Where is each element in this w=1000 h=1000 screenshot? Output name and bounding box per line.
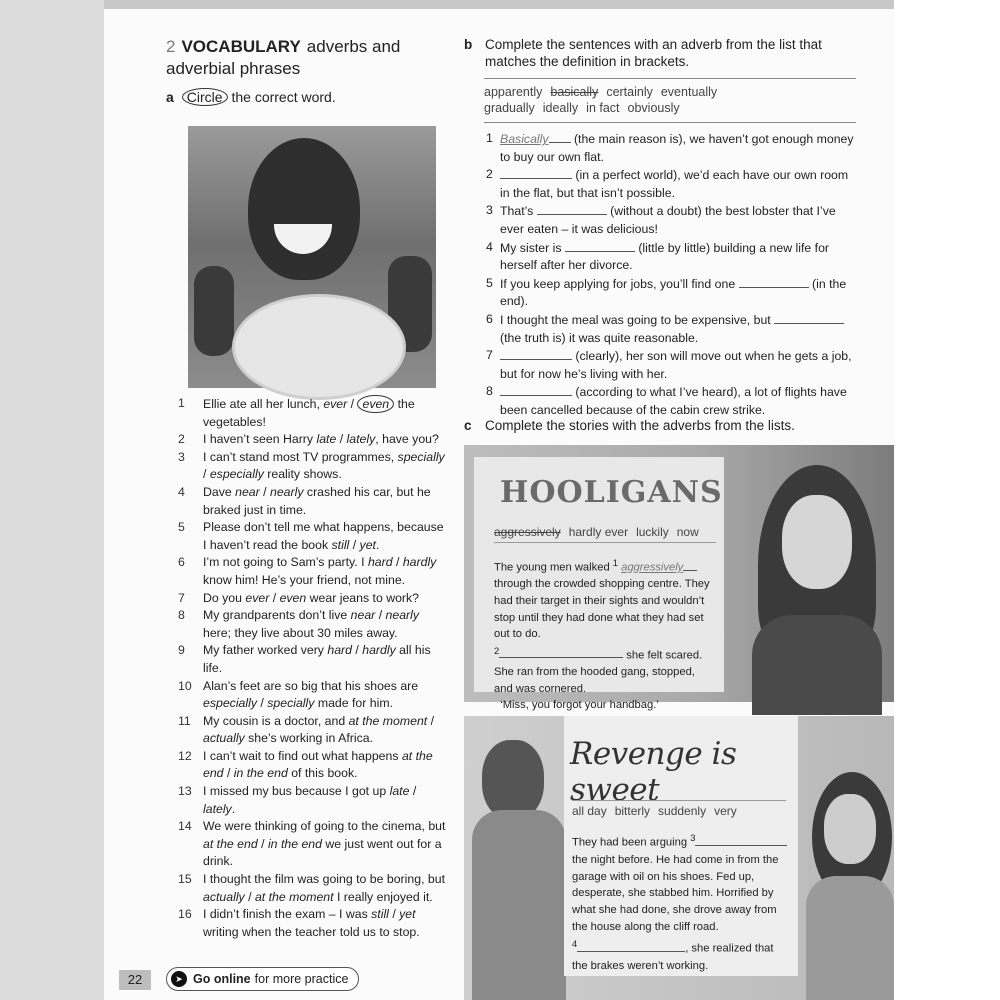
part-a-item-number: 4 [178, 484, 185, 499]
story-card-revenge [564, 716, 798, 976]
cursor-arrow-icon: ➤ [171, 971, 187, 987]
section-title: VOCABULARY [181, 37, 301, 56]
story1-text: The young men walked $^1$ aggressively through the crowded shopping centre. They had their target in their sights and wouldn’t stop until they had done what they had set out to do. $^2$ she felt scared. She ran from the hooded gang, stopped, and was cornered. ‘Miss, you forgot your handbag.’ [494, 558, 710, 712]
part-b-item-number: 3 [486, 203, 493, 218]
part-a-item-text: Ellie ate all her lunch, ever / even the vegetables! [203, 397, 415, 429]
part-a-item [178, 642, 448, 677]
part-a-item-number: 5 [178, 520, 185, 535]
part-b-item [486, 311, 856, 347]
story-revenge [464, 716, 894, 1000]
photo-body [752, 615, 882, 715]
part-c-instruction-text: Complete the stories with the adverbs from the lists. [485, 418, 795, 433]
part-b-item-text: (in a perfect world), we’d each have our own room in the flat, but that isn’t possible. [500, 168, 849, 200]
part-a-item-text: Do you ever / even wear jeans to work? [203, 590, 420, 605]
story-title-hooligans: HOOLIGANS [500, 475, 723, 510]
part-a-item [178, 484, 448, 519]
part-a-item-text: My father worked very hard / hardly all his life. [203, 643, 431, 675]
part-a-item-text: My cousin is a doctor, and at the moment / actually she’s working in Africa. [203, 713, 435, 746]
part-a-item [178, 818, 448, 871]
part-b-instruction [464, 36, 864, 70]
part-a-item [178, 590, 448, 608]
part-a-item-number: 6 [178, 555, 185, 570]
photo-arguing-woman [806, 772, 894, 1000]
part-b-item-number: 4 [486, 239, 493, 254]
story-title-revenge: Revenge is sweet [570, 736, 737, 808]
story2-text: They had been arguing $^3$ the night before. He had come in from the garage with oil on his shoes. Fed up, desperate, she stabbed him. Horrified by what she had done, she drove away from the house along the cliff road. $^4$ , she realized that the brakes weren’t working. [572, 830, 792, 975]
adverb-word-box [484, 78, 856, 123]
part-b-item-text: (clearly), her son will move out when he gets a job, but for now he’s living with her. [500, 349, 852, 381]
part-a-list [178, 395, 448, 941]
part-a-item-text: Dave near / nearly crashed his car, but he braked just in time. [203, 484, 431, 517]
photo-man [472, 740, 566, 1000]
part-b-item-number: 2 [486, 167, 493, 182]
part-a-item-number: 9 [178, 643, 185, 658]
part-a-item-number: 10 [178, 678, 192, 693]
word-box-line-2 [484, 100, 856, 116]
story1-word: now [676, 525, 699, 539]
photo-face [248, 138, 360, 280]
part-c-letter: c [464, 418, 472, 433]
word-box-word: obviously [627, 101, 680, 115]
photo-body [806, 876, 894, 1000]
story1-word: luckily [636, 525, 669, 539]
part-a-item-number: 14 [178, 819, 192, 834]
go-online-text: for more practice [254, 972, 349, 986]
word-box-word: ideally [542, 101, 579, 115]
part-a-item-text: I can’t wait to find out what happens at the end / in the end of this book. [203, 748, 433, 781]
part-b-item [486, 202, 856, 238]
part-a-item-text: My grandparents don’t live near / nearly here; they live about 30 miles away. [203, 608, 420, 640]
story2-word-list [572, 800, 786, 818]
part-c-instruction [464, 418, 864, 433]
story2-word: bitterly [614, 804, 651, 818]
page-margin-right [894, 0, 1000, 1000]
part-a-item-text: I haven’t seen Harry late / lately, have you? [203, 432, 439, 447]
story2-word: suddenly [658, 804, 707, 818]
part-a-item-number: 8 [178, 608, 185, 623]
photo-body [472, 810, 566, 1000]
photo-face [824, 794, 876, 864]
word-box-word: certainly [606, 85, 653, 99]
part-a-item-number: 2 [178, 432, 185, 447]
part-b-item-number: 1 [486, 131, 493, 145]
part-b-item [486, 239, 856, 275]
part-a-item-text: I thought the film was going to be boring, but actually / at the moment I really enjoyed it. [203, 872, 445, 904]
part-b-item-number: 6 [486, 311, 493, 326]
part-a-item [178, 554, 448, 589]
part-a-item-number: 3 [178, 449, 185, 464]
part-b-item-text: Basically (the main reason is), we haven’t got enough money to buy our own flat. [500, 132, 854, 164]
part-b-item-number: 8 [486, 384, 493, 399]
part-a-item-number: 13 [178, 784, 192, 799]
story-card-hooligans [474, 457, 724, 712]
photo-hand-left [194, 266, 234, 356]
part-a-item-number: 12 [178, 748, 192, 763]
part-b-item-text: I thought the meal was going to be expensive, but (the truth is) it was quite reasonable. [500, 311, 856, 347]
photo-face [782, 495, 852, 589]
part-a-item [178, 519, 448, 554]
word-box-word: basically [550, 85, 599, 99]
story2-word: very [714, 804, 737, 818]
part-b-instruction-text: Complete the sentences with an adverb from the list that matches the definition in brackets. [485, 37, 822, 69]
part-a-item-number: 1 [178, 396, 185, 410]
part-a-item-text: I can’t stand most TV programmes, specially / especially reality shows. [203, 449, 445, 482]
part-a-item [178, 431, 448, 449]
part-a-item [178, 906, 448, 941]
photo-girl-with-plate [188, 126, 436, 388]
part-a-item-text: We were thinking of going to the cinema, but at the end / in the end we just went out for a drink. [203, 819, 446, 869]
part-a-item-number: 7 [178, 590, 185, 605]
story-hooligans [464, 445, 894, 712]
part-a-item-number: 11 [178, 713, 191, 728]
part-b-item-text: My sister is (little by little) building a new life for herself after her divorce. [500, 240, 830, 273]
part-b-item [486, 275, 856, 311]
part-b-item-number: 7 [486, 348, 493, 363]
part-a-item-text: I’m not going to Sam’s party. I hard / hardly know him! He’s your friend, not mine. [203, 555, 437, 587]
part-b-item-text: (according to what I’ve heard), a lot of flights have been cancelled because of the cabin crew strike. [500, 385, 847, 417]
go-online-bold: Go online [193, 972, 251, 986]
word-box-word: gradually [484, 101, 535, 115]
part-a-item-text: I missed my bus because I got up late / lately. [203, 784, 417, 816]
part-b-item-text: That’s (without a doubt) the best lobster that I’ve ever eaten – it was delicious! [500, 204, 836, 236]
part-a-item [178, 607, 448, 642]
part-a-item [178, 783, 448, 818]
word-box-word: apparently [484, 85, 543, 99]
part-a-item [178, 678, 448, 713]
circled-word: Circle [182, 88, 228, 106]
part-a-item [178, 449, 448, 484]
part-a-item-text: Please don’t tell me what happens, because I haven’t read the book still / yet. [203, 520, 444, 552]
story1-word: aggressively [494, 525, 561, 539]
part-b-item [486, 383, 856, 419]
part-b-item [486, 347, 856, 383]
story2-word: all day [572, 804, 607, 818]
go-online-button[interactable] [166, 967, 359, 991]
part-a-item [178, 748, 448, 783]
word-box-word: in fact [586, 101, 620, 115]
section-heading [166, 36, 456, 80]
part-a-letter: a [166, 89, 174, 105]
photo-plate [232, 294, 406, 400]
page-number: 22 [119, 970, 151, 990]
part-b-list [486, 130, 856, 420]
section-subtitle: adverbs and adverbial phrases [166, 37, 401, 78]
photo-head [482, 740, 544, 820]
section-number: 2 [166, 37, 176, 56]
part-b-item-text: If you keep applying for jobs, you’ll find one (in the end). [500, 276, 847, 309]
part-b-item [486, 130, 856, 166]
part-b-letter: b [464, 37, 473, 52]
part-b-item [486, 166, 856, 202]
part-a-item-number: 16 [178, 907, 192, 922]
part-a-item-text: I didn’t finish the exam – I was still / yet writing when the teacher told us to stop. [203, 907, 420, 939]
photo-worried-woman [752, 465, 882, 705]
top-band [104, 0, 894, 9]
part-b-item-number: 5 [486, 275, 493, 290]
word-box-line-1 [484, 84, 856, 100]
part-a-item [178, 713, 448, 748]
part-a-item [178, 871, 448, 906]
word-box-word: eventually [660, 85, 718, 99]
story1-word: hardly ever [568, 525, 629, 539]
part-a-instruction-text: the correct word. [231, 89, 336, 105]
part-a-item [178, 395, 448, 431]
part-a-instruction [166, 88, 336, 106]
story1-word-list [494, 525, 716, 543]
part-a-item-text: Alan’s feet are so big that his shoes are especially / specially made for him. [203, 678, 419, 711]
part-a-item-number: 15 [178, 872, 192, 887]
